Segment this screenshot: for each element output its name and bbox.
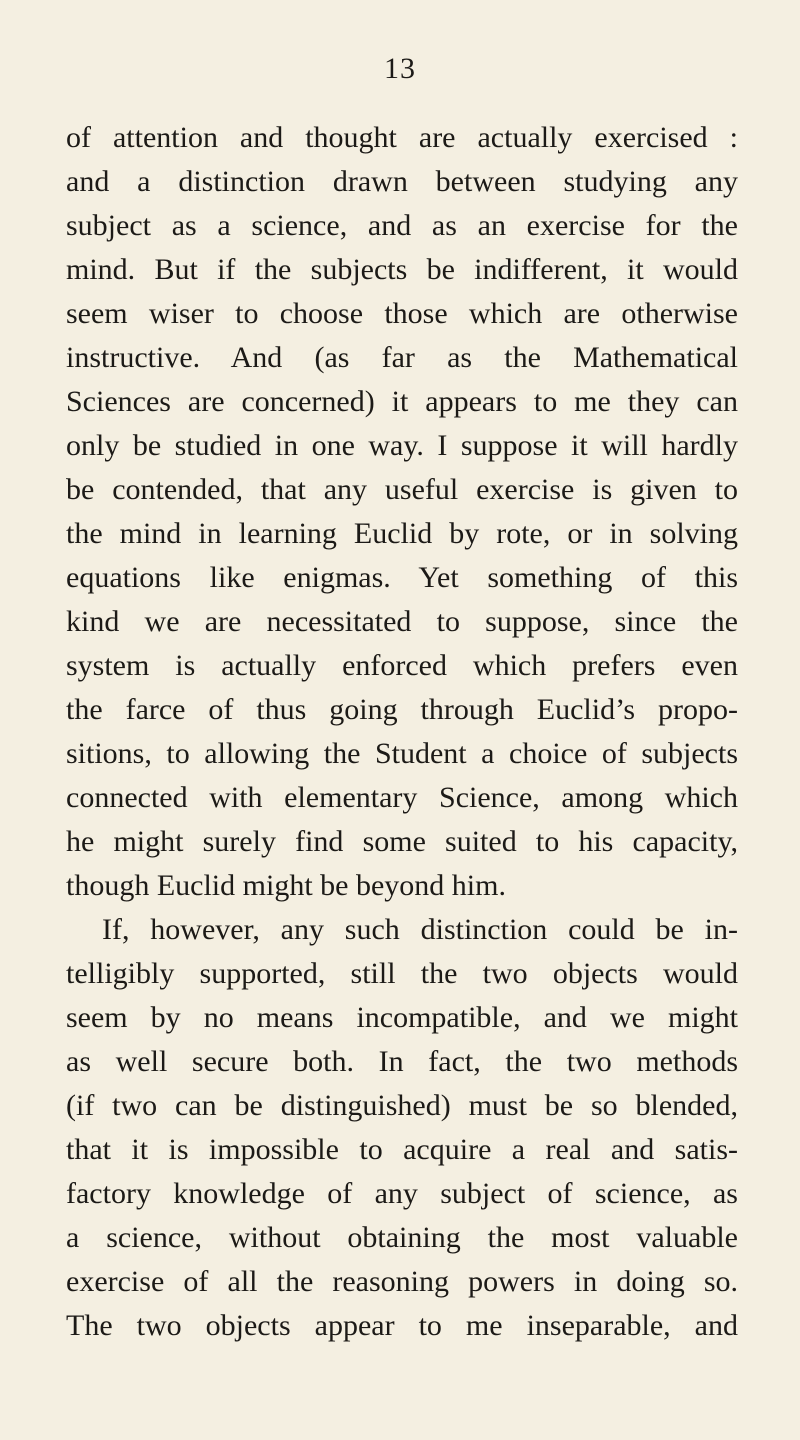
text-line: of attention and thought are actually exercised :	[66, 121, 738, 154]
text-line: exercise of all the reasoning powers in doing so.	[66, 1265, 738, 1298]
text-line: connected with elementary Science, among which	[66, 781, 738, 814]
text-line: instructive. And (as far as the Mathematical	[66, 341, 738, 374]
text-line: The two objects appear to me inseparable, and	[66, 1309, 738, 1342]
text-line: seem by no means incompatible, and we might	[66, 1001, 738, 1034]
text-line: the mind in learning Euclid by rote, or in solving	[66, 517, 738, 550]
text-line: If, however, any such distinction could be in-	[102, 913, 738, 946]
text-line: that it is impossible to acquire a real and satis-	[66, 1133, 738, 1166]
text-line: factory knowledge of any subject of science, as	[66, 1177, 738, 1210]
text-line: telligibly supported, still the two objects would	[66, 957, 738, 990]
text-line: the farce of thus going through Euclid’s propo-	[66, 693, 738, 726]
text-line: Sciences are concerned) it appears to me they can	[66, 385, 738, 418]
text-line: (if two can be distinguished) must be so blended,	[66, 1089, 738, 1122]
text-line: be contended, that any useful exercise is given to	[66, 473, 738, 506]
text-line: subject as a science, and as an exercise for the	[66, 209, 738, 242]
text-line: a science, without obtaining the most valuable	[66, 1221, 738, 1254]
text-line: sitions, to allowing the Student a choice of subjects	[66, 737, 738, 770]
body-text	[66, 116, 738, 1348]
text-line: and a distinction drawn between studying any	[66, 165, 738, 198]
text-line: he might surely find some suited to his capacity,	[66, 825, 738, 858]
text-line: equations like enigmas. Yet something of this	[66, 561, 738, 594]
text-line: system is actually enforced which prefers even	[66, 649, 738, 682]
text-line: as well secure both. In fact, the two methods	[66, 1045, 738, 1078]
text-line: kind we are necessitated to suppose, since the	[66, 605, 738, 638]
text-line: only be studied in one way. I suppose it will hardly	[66, 429, 738, 462]
text-line: mind. But if the subjects be indifferent, it would	[66, 253, 738, 286]
text-line: though Euclid might be beyond him.	[66, 869, 506, 902]
text-line: seem wiser to choose those which are otherwise	[66, 297, 738, 330]
page-number: 13	[384, 52, 416, 85]
